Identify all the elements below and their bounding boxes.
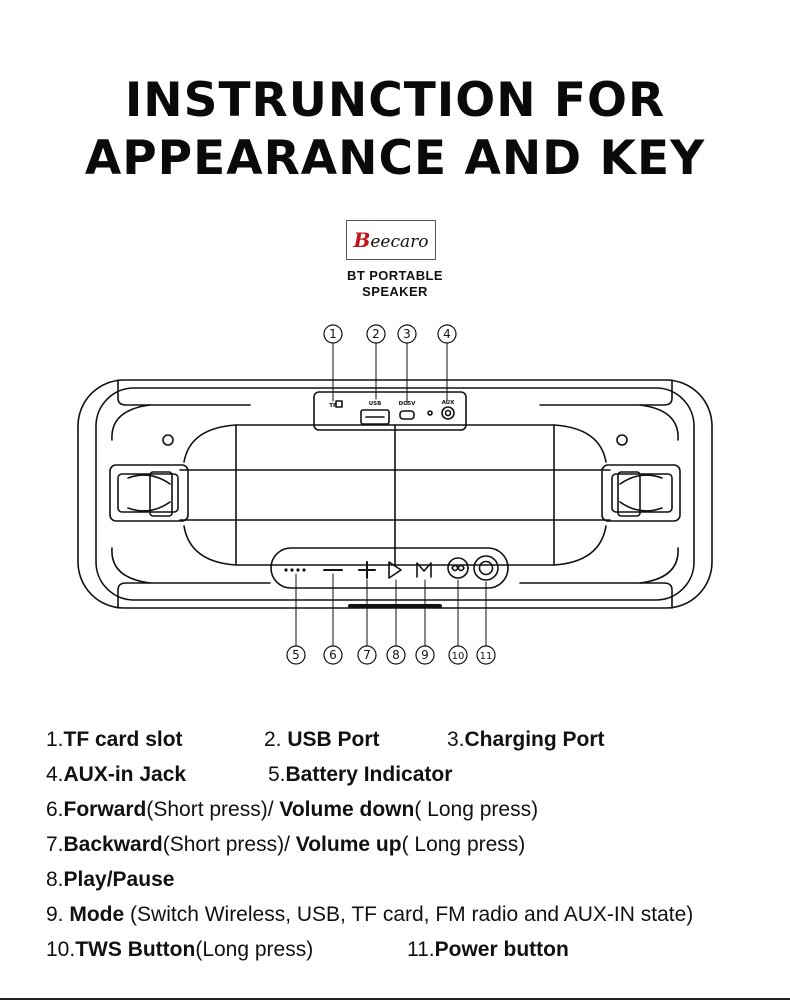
- spec-term: Power button: [434, 938, 569, 961]
- left-handle-strap: [110, 465, 188, 521]
- spec-item-aux-in-jack: [46, 757, 186, 792]
- port-label-tf: TF: [329, 403, 337, 409]
- callout-6: 6: [329, 648, 337, 662]
- port-label-aux: AUX: [441, 400, 455, 406]
- spec-item-mode: [46, 897, 693, 932]
- spec-term: TF card slot: [63, 728, 183, 751]
- callout-4: 4: [443, 327, 451, 341]
- spec-item-play-pause: [46, 862, 174, 897]
- spec-number: 6.: [46, 798, 64, 821]
- spec-term: Mode: [69, 903, 125, 926]
- spec-item-backward: [46, 827, 525, 862]
- spec-item-battery-indicator: [268, 757, 452, 792]
- spec-row: [0, 862, 790, 897]
- spec-number: 4.: [46, 763, 64, 786]
- spec-number: 5.: [268, 763, 286, 786]
- right-handle-strap: [602, 465, 680, 521]
- right-mount-hole: [617, 435, 627, 445]
- spec-detail-2: ( Long press): [414, 798, 539, 821]
- callout-2: 2: [372, 327, 380, 341]
- spec-term: Backward: [63, 833, 163, 856]
- spec-item-forward: [46, 792, 538, 827]
- spec-item-tf-card-slot: [46, 722, 183, 757]
- key-description-list: [0, 722, 790, 967]
- callout-circles: [287, 325, 495, 664]
- spec-row: [0, 722, 790, 757]
- spec-row: [0, 792, 790, 827]
- callout-1: 1: [329, 327, 337, 341]
- product-name-line-1: BT PORTABLE: [347, 268, 443, 283]
- spec-number: 10.: [46, 938, 76, 961]
- spec-term: Forward: [63, 798, 147, 821]
- spec-term-2: Volume down: [279, 798, 415, 821]
- spec-detail: (Switch Wireless, USB, TF card, FM radio and AUX-IN state): [124, 903, 694, 926]
- spec-row: [0, 757, 790, 792]
- spec-term: Battery Indicator: [285, 763, 453, 786]
- port-label-usb: USB: [368, 401, 382, 407]
- spec-detail: (Short press)/: [162, 833, 296, 856]
- spec-detail-2: ( Long press): [401, 833, 526, 856]
- spec-number: 9.: [46, 903, 70, 926]
- spec-number: 2.: [264, 728, 288, 751]
- spec-item-power-button: [407, 932, 569, 967]
- control-leader-lines: [296, 574, 486, 646]
- spec-row: [0, 932, 790, 967]
- spec-row: [0, 827, 790, 862]
- spec-number: 1.: [46, 728, 64, 751]
- callout-11: 11: [479, 651, 493, 662]
- title-line-2: APPEARANCE AND KEY: [84, 131, 706, 186]
- spec-item-charging-port: [447, 722, 605, 757]
- spec-item-usb-port: [264, 722, 380, 757]
- logo-wordmark: eecaro: [370, 232, 429, 252]
- product-name-line-2: SPEAKER: [362, 284, 428, 299]
- spec-row: [0, 897, 790, 932]
- bottom-divider: [0, 998, 790, 1000]
- callout-5: 5: [292, 648, 300, 662]
- callout-7: 7: [363, 648, 371, 662]
- control-panel: [271, 548, 508, 588]
- spec-number: 8.: [46, 868, 64, 891]
- spec-number: 7.: [46, 833, 64, 856]
- spec-term: AUX-in Jack: [63, 763, 187, 786]
- logo-initial: B: [353, 228, 371, 252]
- spec-number: 3.: [447, 728, 465, 751]
- spec-term-2: Volume up: [295, 833, 402, 856]
- left-mount-hole: [163, 435, 173, 445]
- spec-term: Charging Port: [464, 728, 605, 751]
- callout-3: 3: [403, 327, 411, 341]
- spec-term: USB Port: [287, 728, 380, 751]
- spec-term: Play/Pause: [63, 868, 175, 891]
- spec-term: TWS Button: [75, 938, 196, 961]
- spec-detail: (Long press): [195, 938, 314, 961]
- spec-number: 11.: [407, 938, 435, 961]
- callout-10: 10: [451, 651, 465, 662]
- port-leader-lines: [333, 343, 447, 404]
- title-line-1: INSTRUNCTION FOR: [124, 73, 666, 128]
- spec-detail: (Short press)/: [146, 798, 280, 821]
- spec-item-tws-button: [46, 932, 313, 967]
- callout-8: 8: [392, 648, 400, 662]
- callout-9: 9: [421, 648, 429, 662]
- port-label-dc5v: DC5V: [398, 401, 416, 407]
